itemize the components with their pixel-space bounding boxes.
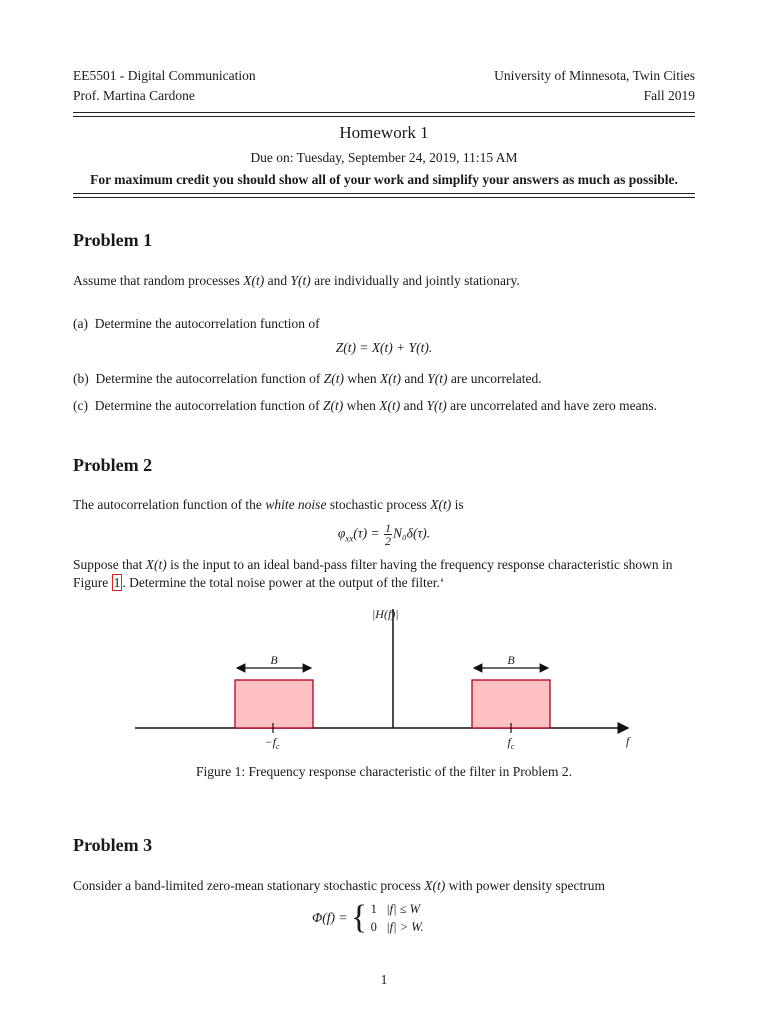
university-name: University of Minnesota, Twin Cities bbox=[494, 68, 695, 83]
problem-1-part-c: (c) Determine the autocorrelation function of Z(t) when X(t) and Y(t) are uncorrelated and have zero means. bbox=[73, 398, 658, 413]
term: Fall 2019 bbox=[643, 88, 695, 103]
figure-1-caption: Figure 1: Frequency response characteristic of the filter in Problem 2. bbox=[195, 764, 572, 779]
problem-2-intro: The autocorrelation function of the white noise stochastic process X(t) is bbox=[73, 497, 464, 512]
due-date: Due on: Tuesday, September 24, 2019, 11:15 AM bbox=[250, 150, 518, 165]
tick-label-pos-fc: $f_c$ bbox=[507, 735, 515, 751]
problem-1-heading: Problem 1 bbox=[73, 230, 153, 250]
x-axis-label: f bbox=[626, 734, 630, 748]
problem-2-heading: Problem 2 bbox=[73, 455, 153, 475]
bandwidth-label-right: B bbox=[507, 653, 515, 667]
figure-1-diagram bbox=[0, 595, 768, 755]
problem-2-equation: $\varphi_{xx}(\tau)$ = $\frac{1}{2}$ N₀δ(τ). bbox=[337, 521, 431, 548]
title-rule-top bbox=[73, 193, 695, 194]
y-axis-label: |H(f)| bbox=[372, 607, 399, 621]
header-rule-bottom bbox=[73, 116, 695, 117]
problem-1-part-a: (a) Determine the autocorrelation function of bbox=[73, 316, 320, 331]
problem-1-equation: Z(t) = X(t) + Y(t). bbox=[335, 340, 433, 355]
title-rule-bottom bbox=[73, 197, 695, 198]
page-number: 1 bbox=[380, 972, 388, 987]
bandwidth-label-left: B bbox=[270, 653, 278, 667]
problem-1-part-b: (b) Determine the autocorrelation function of Z(t) when X(t) and Y(t) are uncorrelated. bbox=[73, 371, 542, 386]
figure-1-link[interactable]: 1 bbox=[113, 575, 121, 590]
credit-note: For maximum credit you should show all of your work and simplify your answers as much as possible. bbox=[90, 172, 678, 187]
tick-label-neg-fc: $-f_c$ bbox=[264, 735, 280, 751]
problem-3-intro: Consider a band-limited zero-mean stationary stochastic process X(t) with power density spectrum bbox=[73, 878, 605, 893]
professor-name: Prof. Martina Cardone bbox=[73, 88, 195, 103]
problem-2-para-line1: Suppose that X(t) is the input to an ideal band-pass filter having the frequency response characteristic shown in bbox=[73, 557, 673, 572]
problem-3-equation: Φ(f) = { 1 |f| ≤ W 0 |f| > W. bbox=[312, 899, 424, 936]
problem-2-para-line2: Figure 1 . Determine the total noise power at the output of the filter.‘ bbox=[73, 575, 445, 590]
passband-left bbox=[235, 680, 313, 728]
header-rule-top bbox=[73, 112, 695, 113]
course-title: EE5501 - Digital Communication bbox=[73, 68, 256, 83]
problem-3-heading: Problem 3 bbox=[73, 835, 153, 855]
homework-title: Homework 1 bbox=[339, 123, 429, 142]
passband-right bbox=[472, 680, 550, 728]
problem-1-intro: Assume that random processes X(t) and Y(t) are individually and jointly stationary. bbox=[73, 273, 520, 288]
